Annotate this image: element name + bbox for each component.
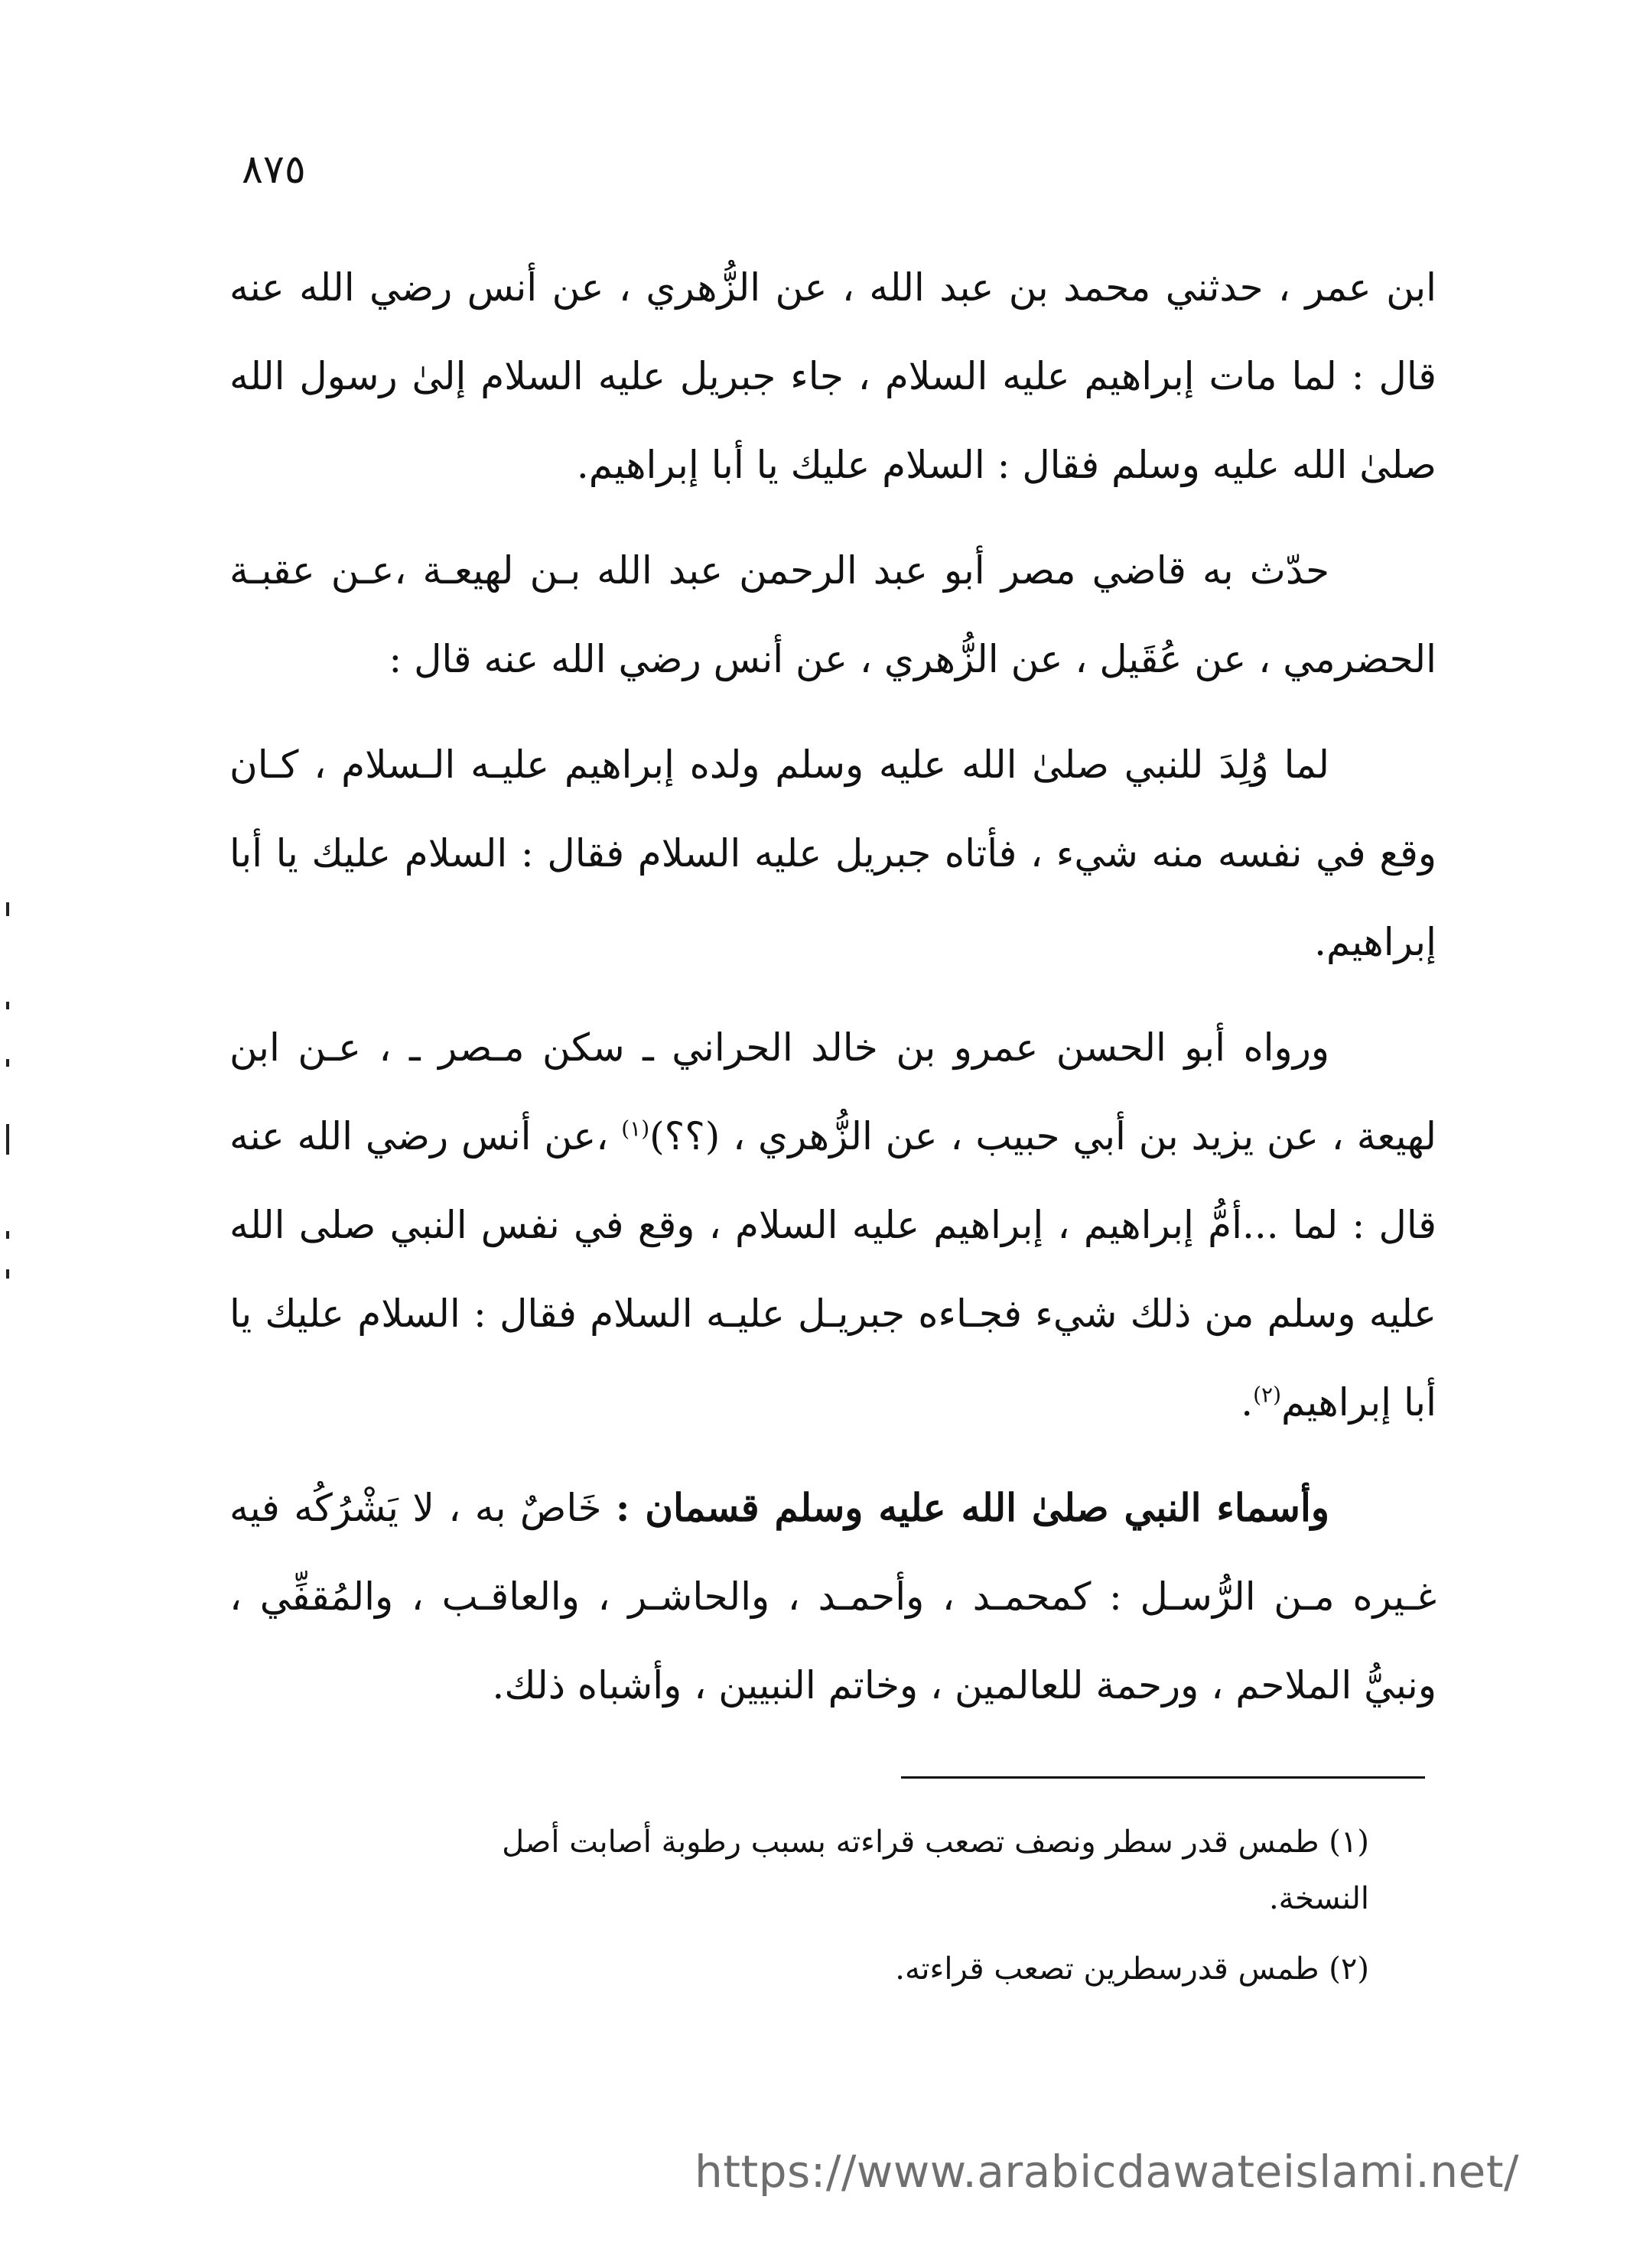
paragraph-5-lead: وأسماء النبي صلىٰ الله عليه وسلم قسمان : — [615, 1485, 1329, 1530]
paragraph-2: حدّث به قاضي مصر أبو عبد الرحمن عبد الله بـن لهيعـة ،عـن عقبـة الحضرمي ، عن عُقَيل ، عن الزُّهري ، عن أنس رضي الله عنه قال : — [229, 548, 1436, 681]
footnotes — [444, 1814, 1369, 2011]
footnote-1: (١) طمس قدر سطر ونصف تصعب قراءته بسبب رطوبة أصابت أصل النسخة. — [502, 1824, 1369, 1916]
scan-mark — [6, 1059, 9, 1067]
paragraph-4 — [229, 1003, 1436, 1447]
footnote-2: (٢) طمس قدرسطرين تصعب قراءته. — [895, 1951, 1369, 1987]
paragraph-4-text-before: ورواه أبو الحسن عمرو بن خالد الحراني ـ سكن مـصر ـ ، عـن ابن لهيعة ، عن يزيد بن أبي حبيب ، عن الزُّهري ، (؟؟) — [229, 1025, 1436, 1158]
main-text — [229, 243, 1436, 1746]
scan-mark — [6, 1269, 9, 1279]
paragraph-1: ابن عمر ، حدثني محمد بن عبد الله ، عن الزُّهري ، عن أنس رضي الله عنه قال : لما مات إبراهيم عليه السلام ، جاء جبريل عليه السلام إلىٰ رسول الله صلىٰ الله عليه وسلم فقال : السلام عليك يا أبا إبراهيم. — [229, 265, 1436, 487]
page-number: ٨٧٥ — [242, 147, 306, 193]
paragraph-5 — [229, 1464, 1436, 1730]
paragraph-3: لما وُلِدَ للنبي صلىٰ الله عليه وسلم ولده إبراهيم عليـه الـسلام ، كـان وقع في نفسه منه شيء ، فأتاه جبريل عليه السلام فقال : السلام عليك يا أبا إبراهيم. — [229, 742, 1436, 964]
watermark-url: https://www.arabicdawateislami.net/ — [695, 2146, 1520, 2198]
paragraph-5-text: خَاصٌ به ، لا يَشْرُكُه فيه غـيره مـن الرُّسـل : كمحمـد ، وأحمـد ، والحاشـر ، والعاقـب ، والمُقفِّي ، ونبيُّ الملاحم ، ورحمة للعالمين ، وخاتم النبيين ، وأشباه ذلك. — [229, 1486, 1436, 1707]
footnote-rule — [901, 1776, 1425, 1779]
paragraph-4-text-middle: ،عن أنس رضي الله عنه قال : لما ...أمُّ إبراهيم ، إبراهيم عليه السلام ، وقع في نفس النبي صلى الله عليه وسلم من ذلك شيء فجـاءه جبريـل عليـه السلام فقال : السلام عليك يا أبا إبراهيم — [229, 1114, 1436, 1425]
footnote-ref-2: (٢) — [1253, 1382, 1282, 1408]
paragraph-4-text-after: . — [1241, 1380, 1254, 1425]
scan-mark — [6, 902, 9, 916]
footnote-ref-1: (١) — [621, 1116, 650, 1142]
scan-mark — [6, 1124, 9, 1155]
scan-mark — [6, 1002, 9, 1009]
scan-mark — [6, 1231, 9, 1239]
